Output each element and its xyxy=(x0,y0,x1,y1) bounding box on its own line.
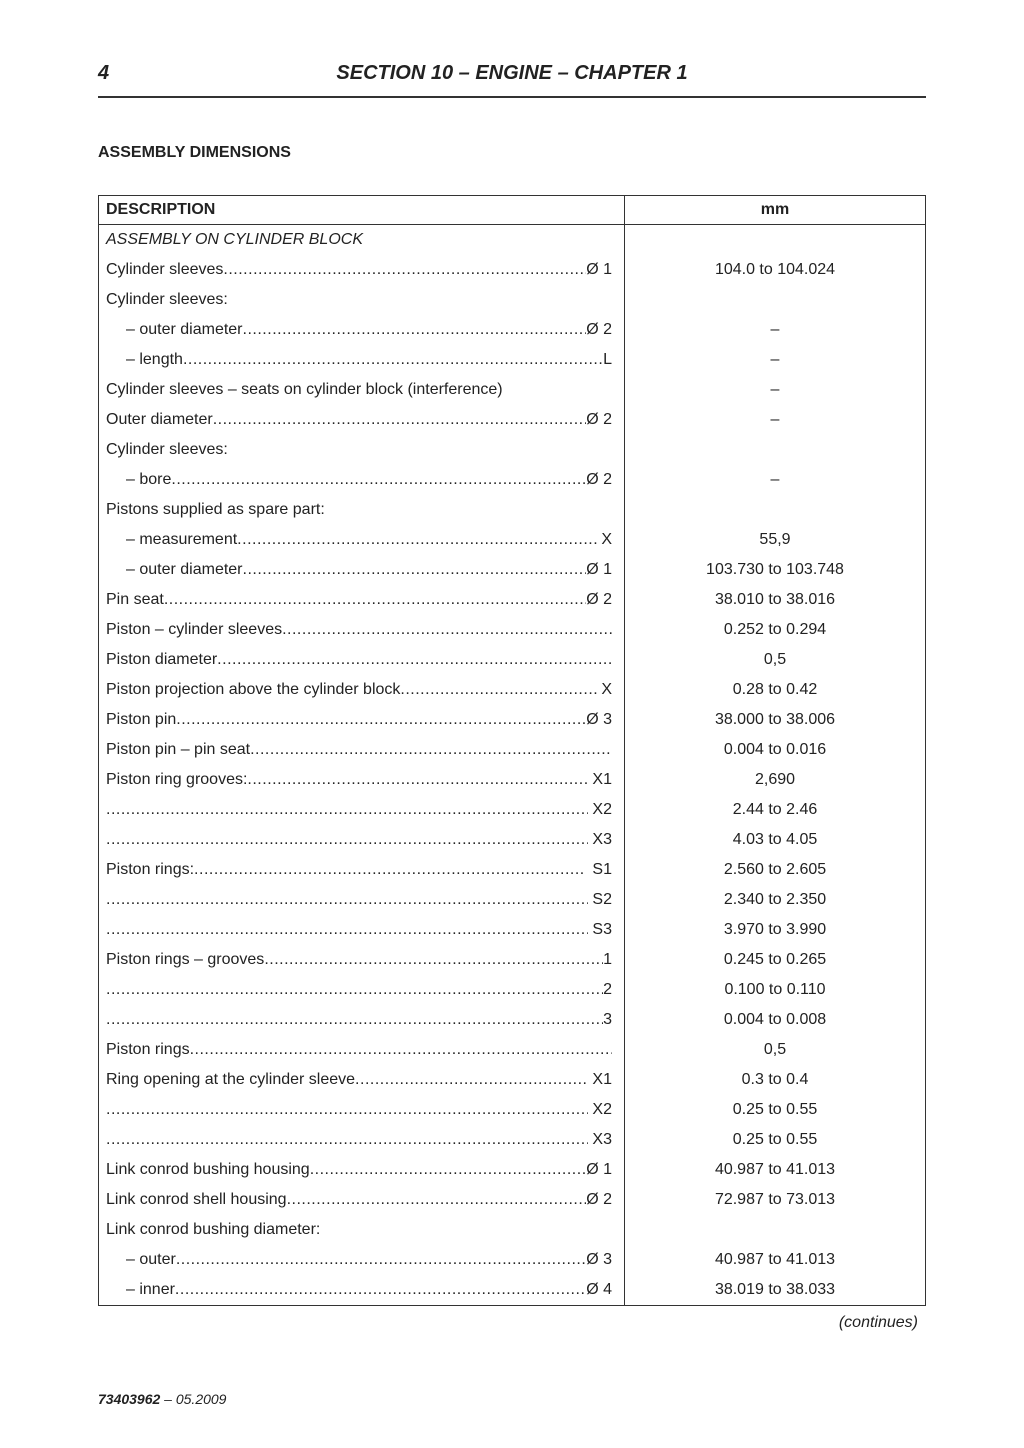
reference-label: 1 xyxy=(603,951,612,968)
table-row xyxy=(99,1035,926,1065)
reference-label: 2 xyxy=(603,981,612,998)
reference-label: Ø 1 xyxy=(586,561,612,578)
table-row xyxy=(99,525,926,555)
table-row xyxy=(99,255,926,285)
reference-label: Ø 2 xyxy=(586,471,612,488)
reference-label: X xyxy=(596,681,612,698)
description-content xyxy=(106,771,612,789)
description-content xyxy=(106,441,612,459)
value-cell: 0.25 to 0.55 xyxy=(625,1095,926,1125)
table-body xyxy=(99,225,926,1306)
description-cell xyxy=(99,855,625,885)
description-cell xyxy=(99,585,625,615)
dot-leader xyxy=(287,1191,587,1209)
description-cell xyxy=(99,1155,625,1185)
dot-leader xyxy=(106,801,588,819)
dot-leader xyxy=(106,891,588,909)
value-cell: 0.004 to 0.008 xyxy=(625,1005,926,1035)
value-cell: 40.987 to 41.013 xyxy=(625,1155,926,1185)
value-cell: 38.000 to 38.006 xyxy=(625,705,926,735)
description-content xyxy=(106,1281,612,1299)
description-content xyxy=(106,471,612,489)
description-cell xyxy=(99,765,625,795)
description-cell xyxy=(99,525,625,555)
table-row xyxy=(99,855,926,885)
description-text: Cylinder sleeves: xyxy=(106,441,228,458)
description-content xyxy=(106,981,612,999)
dot-leader xyxy=(247,771,588,789)
table-header-row xyxy=(99,196,926,225)
value-cell xyxy=(625,285,926,315)
description-content xyxy=(106,711,612,729)
value-cell: – xyxy=(625,375,926,405)
description-text: Cylinder sleeves xyxy=(106,261,224,278)
description-cell xyxy=(99,1245,625,1275)
value-cell: – xyxy=(625,465,926,495)
value-cell: 0.252 to 0.294 xyxy=(625,615,926,645)
table-row xyxy=(99,1065,926,1095)
reference-label: X xyxy=(596,531,612,548)
dot-leader xyxy=(106,1011,603,1029)
description-text: Piston rings: xyxy=(106,861,195,878)
description-text: Piston projection above the cylinder block xyxy=(106,681,401,698)
description-cell xyxy=(99,825,625,855)
description-text: Ring opening at the cylinder sleeve xyxy=(106,1071,356,1088)
table-row xyxy=(99,435,926,465)
description-text: – bore xyxy=(126,471,172,488)
table-row xyxy=(99,945,926,975)
description-cell xyxy=(99,1125,625,1155)
description-cell xyxy=(99,465,625,495)
description-text: Cylinder sleeves: xyxy=(106,291,228,308)
value-cell: 104.0 to 104.024 xyxy=(625,255,926,285)
description-content xyxy=(106,591,612,609)
description-content xyxy=(106,1251,612,1269)
dot-leader xyxy=(164,591,586,609)
header-title: SECTION 10 – ENGINE – CHAPTER 1 xyxy=(336,62,688,84)
table-row xyxy=(99,315,926,345)
description-content xyxy=(106,351,612,369)
value-cell: – xyxy=(625,315,926,345)
value-cell: 38.019 to 38.033 xyxy=(625,1275,926,1306)
page-footer xyxy=(98,1391,226,1407)
description-content xyxy=(106,411,612,429)
table-row xyxy=(99,675,926,705)
dot-leader xyxy=(310,1161,587,1179)
dot-leader xyxy=(183,351,603,369)
value-cell: 38.010 to 38.016 xyxy=(625,585,926,615)
value-cell: 4.03 to 4.05 xyxy=(625,825,926,855)
description-content xyxy=(106,1041,612,1059)
description-content xyxy=(106,891,612,909)
reference-label: Ø 3 xyxy=(586,711,612,728)
value-cell: 2.340 to 2.350 xyxy=(625,885,926,915)
table-row xyxy=(99,1125,926,1155)
assembly-dimensions-table xyxy=(98,195,926,1306)
document-date: – 05.2009 xyxy=(160,1391,227,1407)
description-text: Pin seat xyxy=(106,591,164,608)
description-text: Piston pin – pin seat xyxy=(106,741,251,758)
description-cell xyxy=(99,555,625,585)
table-row xyxy=(99,825,926,855)
description-text: – inner xyxy=(126,1281,175,1298)
value-cell: 2.44 to 2.46 xyxy=(625,795,926,825)
table-row xyxy=(99,615,926,645)
reference-label: X1 xyxy=(587,1071,612,1088)
description-content xyxy=(106,651,612,669)
description-cell xyxy=(99,345,625,375)
reference-label: S2 xyxy=(587,891,612,908)
value-cell: 0,5 xyxy=(625,645,926,675)
description-text: – outer diameter xyxy=(126,561,243,578)
description-content xyxy=(106,921,612,939)
description-content xyxy=(106,681,612,699)
value-cell: 2,690 xyxy=(625,765,926,795)
description-content xyxy=(106,1101,612,1119)
reference-label: Ø 2 xyxy=(586,1191,612,1208)
reference-label: Ø 3 xyxy=(586,1251,612,1268)
table-row xyxy=(99,375,926,405)
description-content xyxy=(106,861,612,879)
table-row xyxy=(99,795,926,825)
table-row xyxy=(99,735,926,765)
dot-leader xyxy=(175,1281,586,1299)
description-text: Cylinder sleeves – seats on cylinder block (interference) xyxy=(106,381,503,398)
value-cell: 0.004 to 0.016 xyxy=(625,735,926,765)
reference-label: X2 xyxy=(587,801,612,818)
description-content xyxy=(106,381,612,399)
description-text: Piston – cylinder sleeves xyxy=(106,621,283,638)
table-row xyxy=(99,1215,926,1245)
table-row xyxy=(99,285,926,315)
description-text: Piston pin xyxy=(106,711,177,728)
value-cell: 0.25 to 0.55 xyxy=(625,1125,926,1155)
description-cell xyxy=(99,645,625,675)
reference-label: X3 xyxy=(587,831,612,848)
dot-leader xyxy=(190,1041,612,1059)
description-content xyxy=(106,951,612,969)
description-text: – length xyxy=(126,351,183,368)
description-cell xyxy=(99,315,625,345)
value-cell: 40.987 to 41.013 xyxy=(625,1245,926,1275)
description-cell xyxy=(99,435,625,465)
description-text: ASSEMBLY ON CYLINDER BLOCK xyxy=(106,231,363,248)
dot-leader xyxy=(264,951,603,969)
description-cell xyxy=(99,405,625,435)
description-cell xyxy=(99,945,625,975)
reference-label: S3 xyxy=(587,921,612,938)
dot-leader xyxy=(243,321,587,339)
table-row xyxy=(99,465,926,495)
description-text: – outer xyxy=(126,1251,176,1268)
reference-label: Ø 2 xyxy=(586,411,612,428)
description-content xyxy=(106,261,612,279)
description-cell xyxy=(99,255,625,285)
dot-leader xyxy=(176,1251,586,1269)
description-content xyxy=(106,231,612,249)
description-content xyxy=(106,291,612,309)
page-header xyxy=(98,62,926,98)
continues-note: (continues) xyxy=(838,1314,918,1331)
description-cell xyxy=(99,735,625,765)
value-cell: – xyxy=(625,345,926,375)
value-cell: 72.987 to 73.013 xyxy=(625,1185,926,1215)
description-content xyxy=(106,1221,612,1239)
description-content xyxy=(106,1011,612,1029)
page-number: 4 xyxy=(98,62,110,84)
value-cell: 0,5 xyxy=(625,1035,926,1065)
document-number: 73403962 xyxy=(98,1391,161,1407)
dot-leader xyxy=(217,651,612,669)
description-text: Piston ring grooves: xyxy=(106,771,248,788)
reference-label: Ø 2 xyxy=(586,321,612,338)
dot-leader xyxy=(237,531,597,549)
description-content xyxy=(106,801,612,819)
value-cell xyxy=(625,495,926,525)
description-text: Link conrod shell housing xyxy=(106,1191,287,1208)
description-text: Piston rings – grooves xyxy=(106,951,265,968)
description-text: Pistons supplied as spare part: xyxy=(106,501,325,518)
description-content xyxy=(106,1191,612,1209)
reference-label: Ø 2 xyxy=(586,591,612,608)
table-row xyxy=(99,915,926,945)
description-cell xyxy=(99,885,625,915)
description-content xyxy=(106,1161,612,1179)
column-header-description: DESCRIPTION xyxy=(99,196,625,225)
description-cell xyxy=(99,1065,625,1095)
value-cell: 55,9 xyxy=(625,525,926,555)
table-row xyxy=(99,225,926,256)
reference-label: S1 xyxy=(583,861,612,878)
description-text: Link conrod bushing diameter: xyxy=(106,1221,321,1238)
dot-leader xyxy=(171,471,586,489)
description-content xyxy=(106,501,612,519)
dot-leader xyxy=(355,1071,588,1089)
value-cell: 103.730 to 103.748 xyxy=(625,555,926,585)
dot-leader xyxy=(243,561,587,579)
dot-leader xyxy=(106,981,603,999)
table-row xyxy=(99,885,926,915)
value-cell xyxy=(625,225,926,256)
description-content xyxy=(106,621,612,639)
description-text: Piston rings xyxy=(106,1041,190,1058)
table-row xyxy=(99,555,926,585)
reference-label: Ø 1 xyxy=(586,261,612,278)
dot-leader xyxy=(400,681,596,699)
reference-label: Ø 4 xyxy=(586,1281,612,1298)
reference-label: Ø 1 xyxy=(586,1161,612,1178)
value-cell: 0.100 to 0.110 xyxy=(625,975,926,1005)
description-cell xyxy=(99,285,625,315)
dot-leader xyxy=(106,1131,588,1149)
description-content xyxy=(106,831,612,849)
dot-leader xyxy=(282,621,612,639)
table-row xyxy=(99,1155,926,1185)
value-cell xyxy=(625,435,926,465)
value-cell: 0.28 to 0.42 xyxy=(625,675,926,705)
table-row xyxy=(99,975,926,1005)
table-row xyxy=(99,1245,926,1275)
value-cell: 0.245 to 0.265 xyxy=(625,945,926,975)
dot-leader xyxy=(213,411,586,429)
description-text: Link conrod bushing housing xyxy=(106,1161,310,1178)
description-cell xyxy=(99,1185,625,1215)
table-row xyxy=(99,705,926,735)
table-row xyxy=(99,345,926,375)
dot-leader xyxy=(223,261,586,279)
table-row xyxy=(99,765,926,795)
value-cell: – xyxy=(625,405,926,435)
description-text: Piston diameter xyxy=(106,651,218,668)
description-cell xyxy=(99,675,625,705)
table-row xyxy=(99,1185,926,1215)
table-row xyxy=(99,1275,926,1306)
reference-label: 3 xyxy=(603,1011,612,1028)
dot-leader xyxy=(176,711,586,729)
description-cell xyxy=(99,615,625,645)
section-heading: ASSEMBLY DIMENSIONS xyxy=(98,144,291,161)
dot-leader xyxy=(250,741,612,759)
column-header-unit: mm xyxy=(625,196,926,225)
table-row xyxy=(99,405,926,435)
description-cell xyxy=(99,225,625,256)
reference-label: L xyxy=(603,351,612,368)
description-content xyxy=(106,561,612,579)
description-cell xyxy=(99,1095,625,1125)
description-cell xyxy=(99,975,625,1005)
reference-label: X1 xyxy=(587,771,612,788)
description-cell xyxy=(99,495,625,525)
description-cell xyxy=(99,795,625,825)
table-row xyxy=(99,1095,926,1125)
description-content xyxy=(106,531,612,549)
description-cell xyxy=(99,1275,625,1306)
table-row xyxy=(99,495,926,525)
description-cell xyxy=(99,375,625,405)
table-row xyxy=(99,585,926,615)
table-row xyxy=(99,1005,926,1035)
value-cell: 3.970 to 3.990 xyxy=(625,915,926,945)
table-row xyxy=(99,645,926,675)
description-content xyxy=(106,321,612,339)
description-cell xyxy=(99,915,625,945)
description-text: Outer diameter xyxy=(106,411,213,428)
description-text: – outer diameter xyxy=(126,321,243,338)
dot-leader xyxy=(106,1101,588,1119)
description-content xyxy=(106,741,612,759)
description-cell xyxy=(99,1215,625,1245)
description-text: – measurement xyxy=(126,531,238,548)
description-content xyxy=(106,1071,612,1089)
description-cell xyxy=(99,1035,625,1065)
dot-leader xyxy=(194,861,583,879)
reference-label: X2 xyxy=(587,1101,612,1118)
dot-leader xyxy=(106,921,588,939)
dot-leader xyxy=(106,831,588,849)
description-cell xyxy=(99,705,625,735)
value-cell: 0.3 to 0.4 xyxy=(625,1065,926,1095)
description-content xyxy=(106,1131,612,1149)
description-cell xyxy=(99,1005,625,1035)
reference-label: X3 xyxy=(587,1131,612,1148)
value-cell xyxy=(625,1215,926,1245)
value-cell: 2.560 to 2.605 xyxy=(625,855,926,885)
